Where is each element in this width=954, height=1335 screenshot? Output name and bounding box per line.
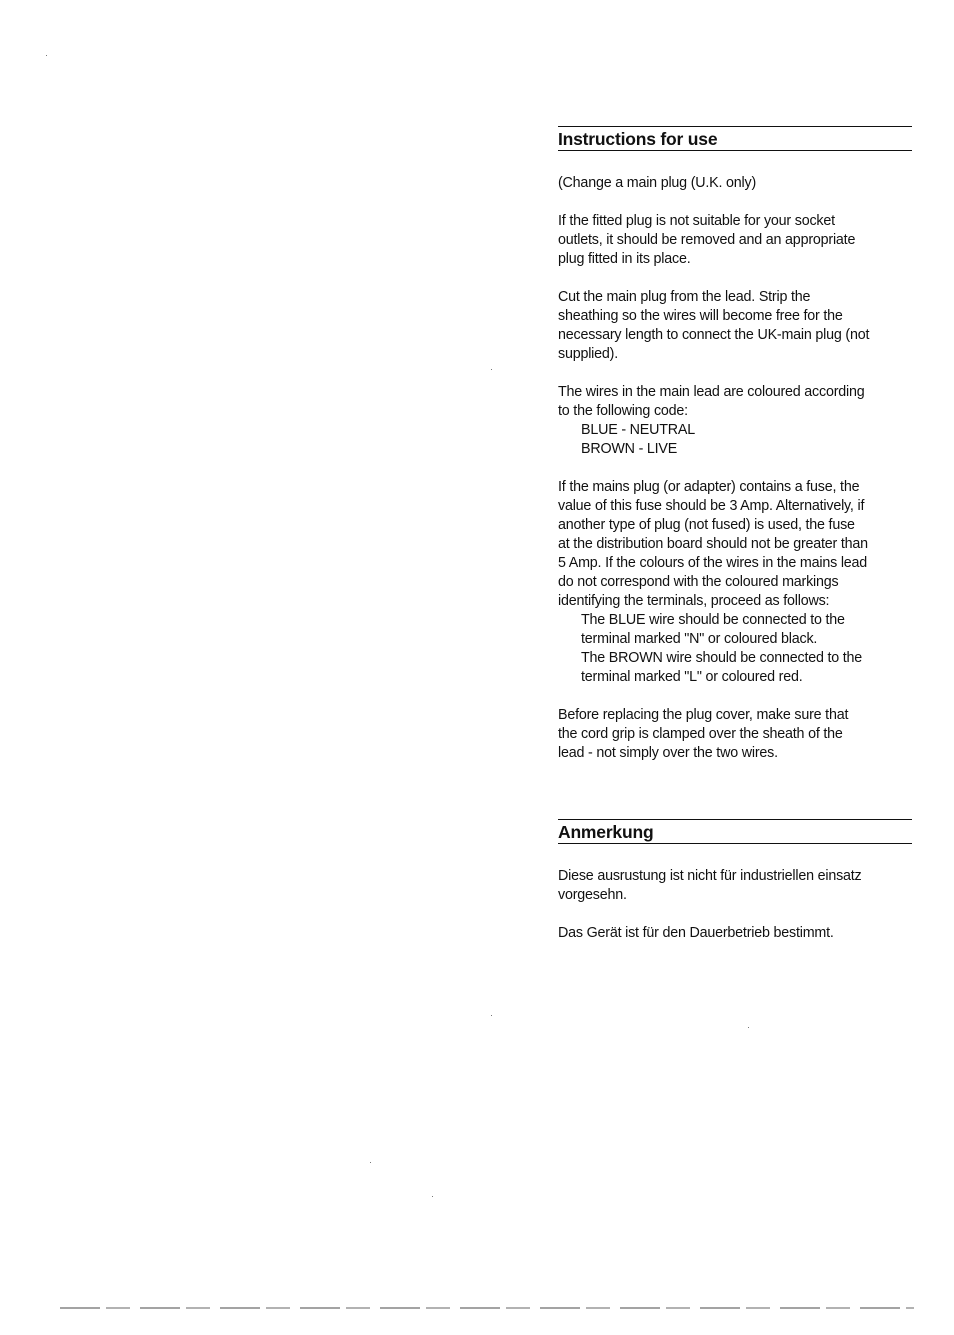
scan-speck [491,369,492,370]
paragraph-industrial-use: Diese ausrustung ist nicht für industriellen einsatz vorgesehn. [558,868,862,903]
section-anmerkung [558,819,912,943]
paragraph-wire-colours: The wires in the main lead are coloured according to the following code: [558,384,865,419]
scan-speck [491,1015,492,1016]
scan-speck [432,1196,433,1197]
scan-speck [370,1162,371,1163]
paragraph-plug-suitability: If the fitted plug is not suitable for your socket outlets, it should be removed and an appropriate plug fitted in its place. [558,213,856,267]
code-blue: BLUE - NEUTRAL [581,422,695,438]
scan-speck [46,55,47,56]
paragraph-plug-cover: Before replacing the plug cover, make sure that the cord grip is clamped over the sheath of the lead - not simply over the two wires. [558,707,849,761]
section-instructions [558,126,912,763]
section-heading-anmerkung: Anmerkung [558,819,912,844]
paragraph-cut-plug: Cut the main plug from the lead. Strip the sheathing so the wires will become free for the necessary length to connect the UK-main plug (not supplied). [558,289,870,362]
content-column [558,126,912,943]
scan-artifact-line [60,1307,914,1309]
colour-code-list [558,421,912,459]
intro-text: (Change a main plug (U.K. only) [558,175,757,191]
scan-speck [748,1027,749,1028]
wiring-instructions: The BLUE wire should be connected to the terminal marked "N" or coloured black. The BROWN wire should be connected to the terminal marked "L" or coloured red. [581,612,863,685]
section-heading-instructions: Instructions for use [558,126,912,151]
paragraph-fuse: If the mains plug (or adapter) contains a fuse, the value of this fuse should be 3 Amp. Alternatively, if another type of plug (not fused) is used, the fuse at the distribution board should not be greater than 5 Amp. If the colours of the wires in the mains lead do not correspond with the coloured markings identifying the terminals, proceed as follows: [558,479,868,609]
code-brown: BROWN - LIVE [581,441,678,457]
paragraph-continuous-operation: Das Gerät ist für den Dauerbetrieb bestimmt. [558,925,834,941]
